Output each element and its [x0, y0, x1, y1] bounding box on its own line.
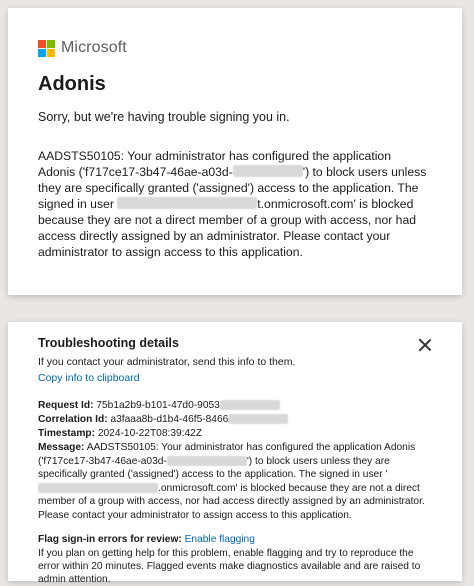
- microsoft-logo-icon: [38, 40, 55, 57]
- timestamp-label: Timestamp:: [38, 428, 95, 439]
- message-label: Message:: [38, 442, 85, 453]
- flag-description: If you plan on getting help for this problem, enable flagging and try to reproduce the error within 20 minutes. Flagged events make diagnostics available and are raised to admin attention.: [38, 548, 421, 585]
- request-id-label: Request Id:: [38, 400, 94, 411]
- error-text-part3: t.onmicrosoft.com' is blocked because they are not a direct member of a group with access, nor had access directly assigned by an administrator. Please contact your administrator to assign access to this application.: [38, 197, 417, 259]
- error-card: [8, 8, 462, 295]
- microsoft-wordmark: Microsoft: [61, 39, 127, 56]
- close-icon[interactable]: [418, 338, 432, 352]
- correlation-id-row: [38, 413, 432, 426]
- microsoft-logo: [38, 38, 432, 58]
- troubleshooting-card: [8, 322, 462, 585]
- request-id-row: [38, 399, 432, 412]
- troubleshooting-title: Troubleshooting details: [38, 336, 179, 350]
- redacted-block: [38, 483, 158, 493]
- error-description: [38, 148, 428, 260]
- redacted-block: [167, 456, 247, 466]
- timestamp-value: 2024-10-22T08:39:42Z: [97, 428, 203, 439]
- app-title: Adonis: [38, 73, 106, 95]
- request-id-value: 75b1a2b9-b101-47d0-9053: [96, 400, 220, 411]
- redacted-block: [117, 197, 257, 209]
- details-list: [38, 399, 432, 522]
- redacted-block: [220, 400, 280, 410]
- correlation-id-label: Correlation Id:: [38, 414, 108, 425]
- copy-to-clipboard-link[interactable]: Copy info to clipboard: [38, 372, 140, 384]
- redacted-block: [228, 414, 288, 424]
- timestamp-row: [38, 427, 432, 440]
- sorry-message: Sorry, but we're having trouble signing you in.: [38, 110, 290, 124]
- message-text-part1: AADSTS50105: Your administrator has configured the application Adonis ('f717ce17-3b47-46ae-a03d-: [38, 442, 416, 467]
- troubleshooting-subtitle: If you contact your administrator, send this info to them.: [38, 356, 296, 368]
- redacted-block: [233, 165, 303, 177]
- message-row: [38, 441, 432, 522]
- error-text-part1: AADSTS50105: Your administrator has configured the application Adonis ('f717ce17-3b47-46ae-a03d-: [38, 149, 391, 179]
- correlation-id-value: a3faaa8b-d1b4-46f5-8466: [110, 414, 229, 425]
- message-text-part3: .onmicrosoft.com' is blocked because they are not a direct member of a group with access, nor had access directly assigned by an administrator. Please contact your administrator to assign access to this application.: [38, 482, 425, 521]
- enable-flagging-link[interactable]: Enable flagging: [184, 534, 255, 545]
- message-text-part2: ') to block users unless they are specifically granted ('assigned') access to the application. The signed in user ': [38, 455, 390, 480]
- flag-label: Flag sign-in errors for review:: [38, 534, 182, 545]
- flag-section-title: [38, 534, 432, 545]
- error-text-part2: ') to block users unless they are specifically granted ('assigned') access to the application. The signed in user: [38, 165, 427, 211]
